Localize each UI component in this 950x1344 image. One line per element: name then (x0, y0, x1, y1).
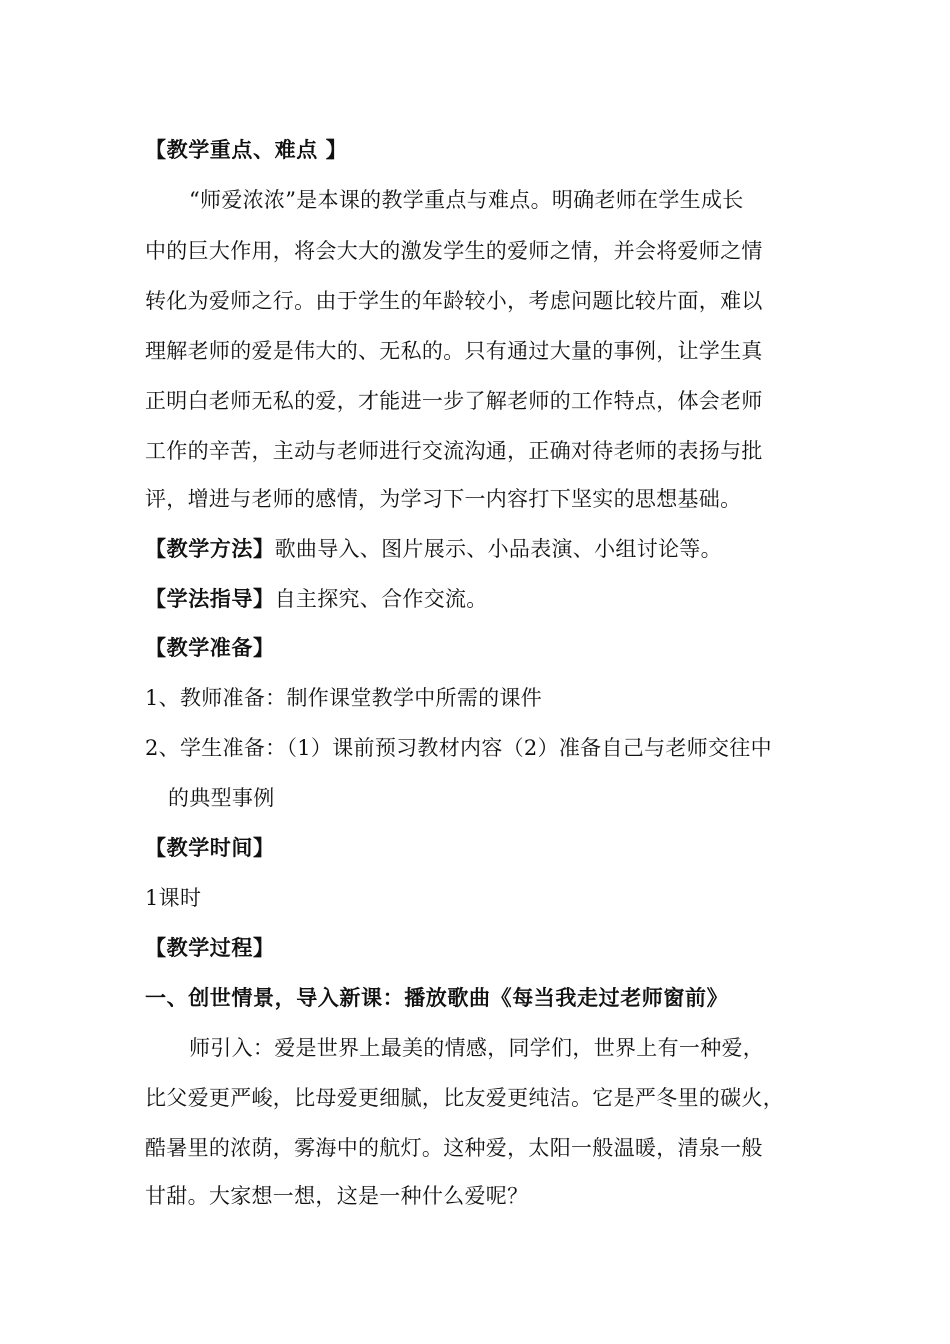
heading-time: 【教学时间】 (145, 836, 275, 860)
prep-item-continuation: 的典型事例 (168, 786, 275, 810)
paragraph-line: 正明白老师无私的爱，才能进一步了解老师的工作特点，体会老师 (145, 389, 763, 413)
study-guide-label: 【学法指导】 (145, 587, 275, 611)
paragraph-line: 比父爱更严峻，比母爱更细腻，比友爱更纯洁。它是严冬里的碳火， (145, 1086, 784, 1110)
time-value: 1课时 (145, 886, 202, 910)
paragraph-line: 甘甜。大家想一想，这是一种什么爱呢？ (145, 1184, 529, 1208)
paragraph-line: 评，增进与老师的感情，为学习下一内容打下坚实的思想基础。 (145, 487, 742, 511)
study-guide-text: 自主探究、合作交流。 (274, 587, 488, 611)
paragraph-line: 酷暑里的浓荫，雾海中的航灯。这种爱，太阳一般温暖，清泉一般 (145, 1136, 763, 1160)
teaching-method-text: 歌曲导入、图片展示、小品表演、小组讨论等。 (274, 537, 722, 561)
paragraph-line: 工作的辛苦，主动与老师进行交流沟通，正确对待老师的表扬与批 (145, 439, 763, 463)
paragraph-line: 中的巨大作用，将会大大的激发学生的爱师之情，并会将爱师之情 (145, 239, 763, 263)
teaching-method-label: 【教学方法】 (145, 537, 275, 561)
paragraph-line: “师爱浓浓”是本课的教学重点与难点。明确老师在学生成长 (189, 188, 744, 212)
teaching-method-row (145, 534, 722, 564)
paragraph-line: 理解老师的爱是伟大的、无私的。只有通过大量的事例，让学生真 (145, 339, 763, 363)
prep-item: 1、教师准备：制作课堂教学中所需的课件 (145, 686, 543, 710)
heading-preparation: 【教学准备】 (145, 636, 275, 660)
paragraph-line: 师引入：爱是世界上最美的情感，同学们，世界上有一种爱， (189, 1036, 765, 1060)
step-one-title: 一、创世情景，导入新课：播放歌曲《每当我走过老师窗前》 (145, 986, 729, 1010)
study-guide-row (145, 584, 488, 614)
heading-process: 【教学过程】 (145, 936, 275, 960)
prep-item: 2、学生准备：（1）课前预习教材内容（2）准备自己与老师交往中 (145, 736, 772, 760)
paragraph-line: 转化为爱师之行。由于学生的年龄较小，考虑问题比较片面，难以 (145, 289, 763, 313)
heading-key-points: 【教学重点、难点 】 (145, 138, 348, 162)
